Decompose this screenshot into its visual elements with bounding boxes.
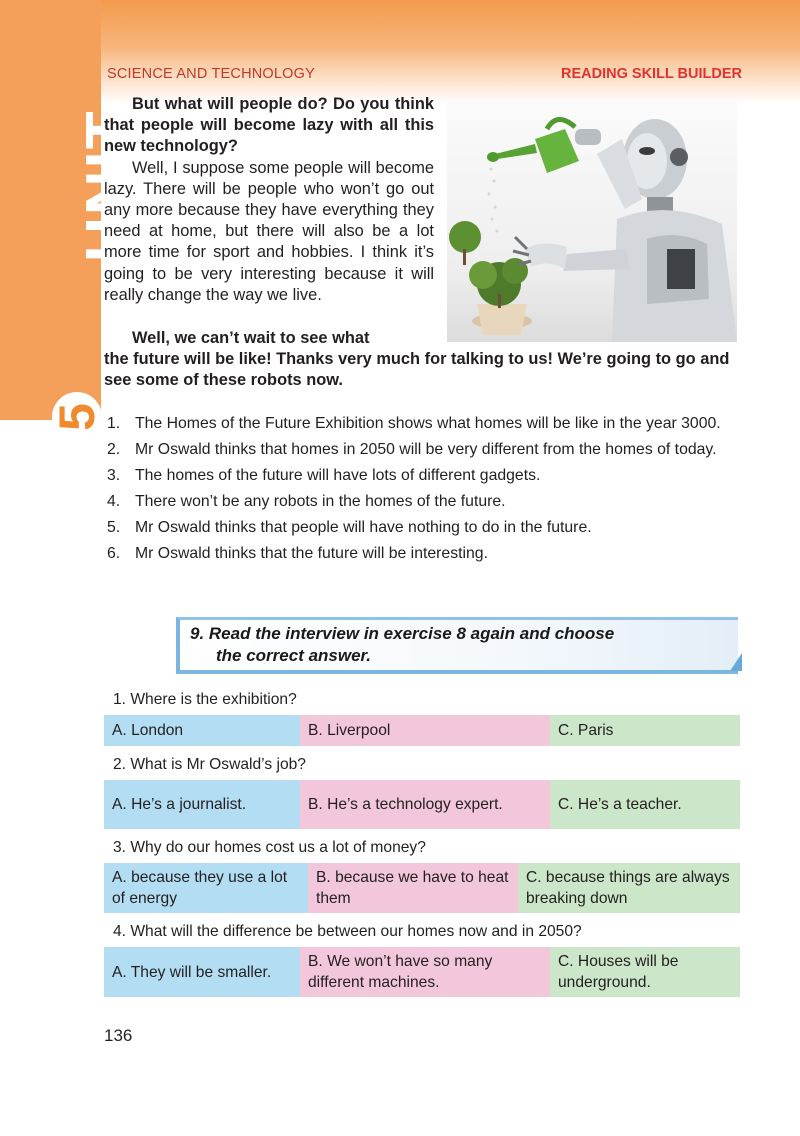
true-false-statements [104,413,744,569]
quiz-options-row [104,715,740,746]
quiz-question: 3. Why do our homes cost us a lot of money? [113,839,426,856]
option-c[interactable]: C. because things are always breaking down [518,863,740,913]
statement-item: 2. Mr Oswald thinks that homes in 2050 will be very different from the homes of today. [107,441,717,458]
option-b[interactable]: B. We won’t have so many different machines. [300,947,550,997]
quiz-question: 4. What will the difference be between our homes now and in 2050? [113,923,582,940]
exercise-instruction [190,623,614,667]
option-a[interactable]: A. because they use a lot of energy [104,863,308,913]
statement-item: 5. Mr Oswald thinks that people will have nothing to do in the future. [107,519,592,536]
option-b[interactable]: B. because we have to heat them [308,863,518,913]
section-title: SCIENCE AND TECHNOLOGY [107,66,315,82]
robot-illustration [447,99,737,342]
top-header-band [0,0,800,104]
unit-word: UNIT [74,109,143,262]
option-c[interactable]: C. He’s a teacher. [550,780,740,829]
interview-closing [104,328,744,392]
option-a[interactable]: A. He’s a journalist. [104,780,300,829]
closing-line-1: Well, we can’t wait to see what [132,329,370,347]
interviewer-question: But what will people do? Do you think that people will become lazy with all this new technology? [104,95,434,156]
exercise-banner-tip [730,653,742,671]
skill-title: READING SKILL BUILDER [561,66,742,82]
option-b[interactable]: B. He’s a technology expert. [300,780,550,829]
statement-item: 1. The Homes of the Future Exhibition shows what homes will be like in the year 3000. [107,415,721,432]
page-number: 136 [104,1026,133,1045]
option-b[interactable]: B. Liverpool [300,715,550,746]
exercise-line-2: the correct answer. [216,646,371,665]
closing-line-2: the future will be like! Thanks very much for talking to us! We’re going to go and see some of these robots now. [104,350,730,390]
unit-number-badge [49,392,105,442]
expert-answer: Well, I suppose some people will become lazy. There will be people who won’t go out any more because they have everything they need at home, but there will also be a lot more time for sport and hobbies. I think it’s going to be very interesting because it will really change the way we live. [104,158,434,304]
quiz-options-row [104,863,740,913]
quiz-options-row [104,947,740,997]
statement-item: 4. There won’t be any robots in the homes of the future. [107,493,506,510]
option-a[interactable]: A. They will be smaller. [104,947,300,997]
option-a[interactable]: A. London [104,715,300,746]
multiple-choice-quiz [104,684,740,997]
exercise-line-1: 9. Read the interview in exercise 8 again and choose [190,624,615,643]
option-c[interactable]: C. Houses will be underground. [550,947,740,997]
statement-item: 3. The homes of the future will have lots of different gadgets. [107,467,541,484]
quiz-question: 1. Where is the exhibition? [113,691,297,708]
option-c[interactable]: C. Paris [550,715,740,746]
exercise-9-banner [176,617,742,671]
statement-item: 6. Mr Oswald thinks that the future will be interesting. [107,545,488,562]
quiz-question: 2. What is Mr Oswald’s job? [113,756,306,773]
robot-watering-plant-image [447,99,737,342]
unit-number: 5 [49,403,105,431]
quiz-options-row [104,780,740,829]
interview-excerpt [104,94,434,306]
